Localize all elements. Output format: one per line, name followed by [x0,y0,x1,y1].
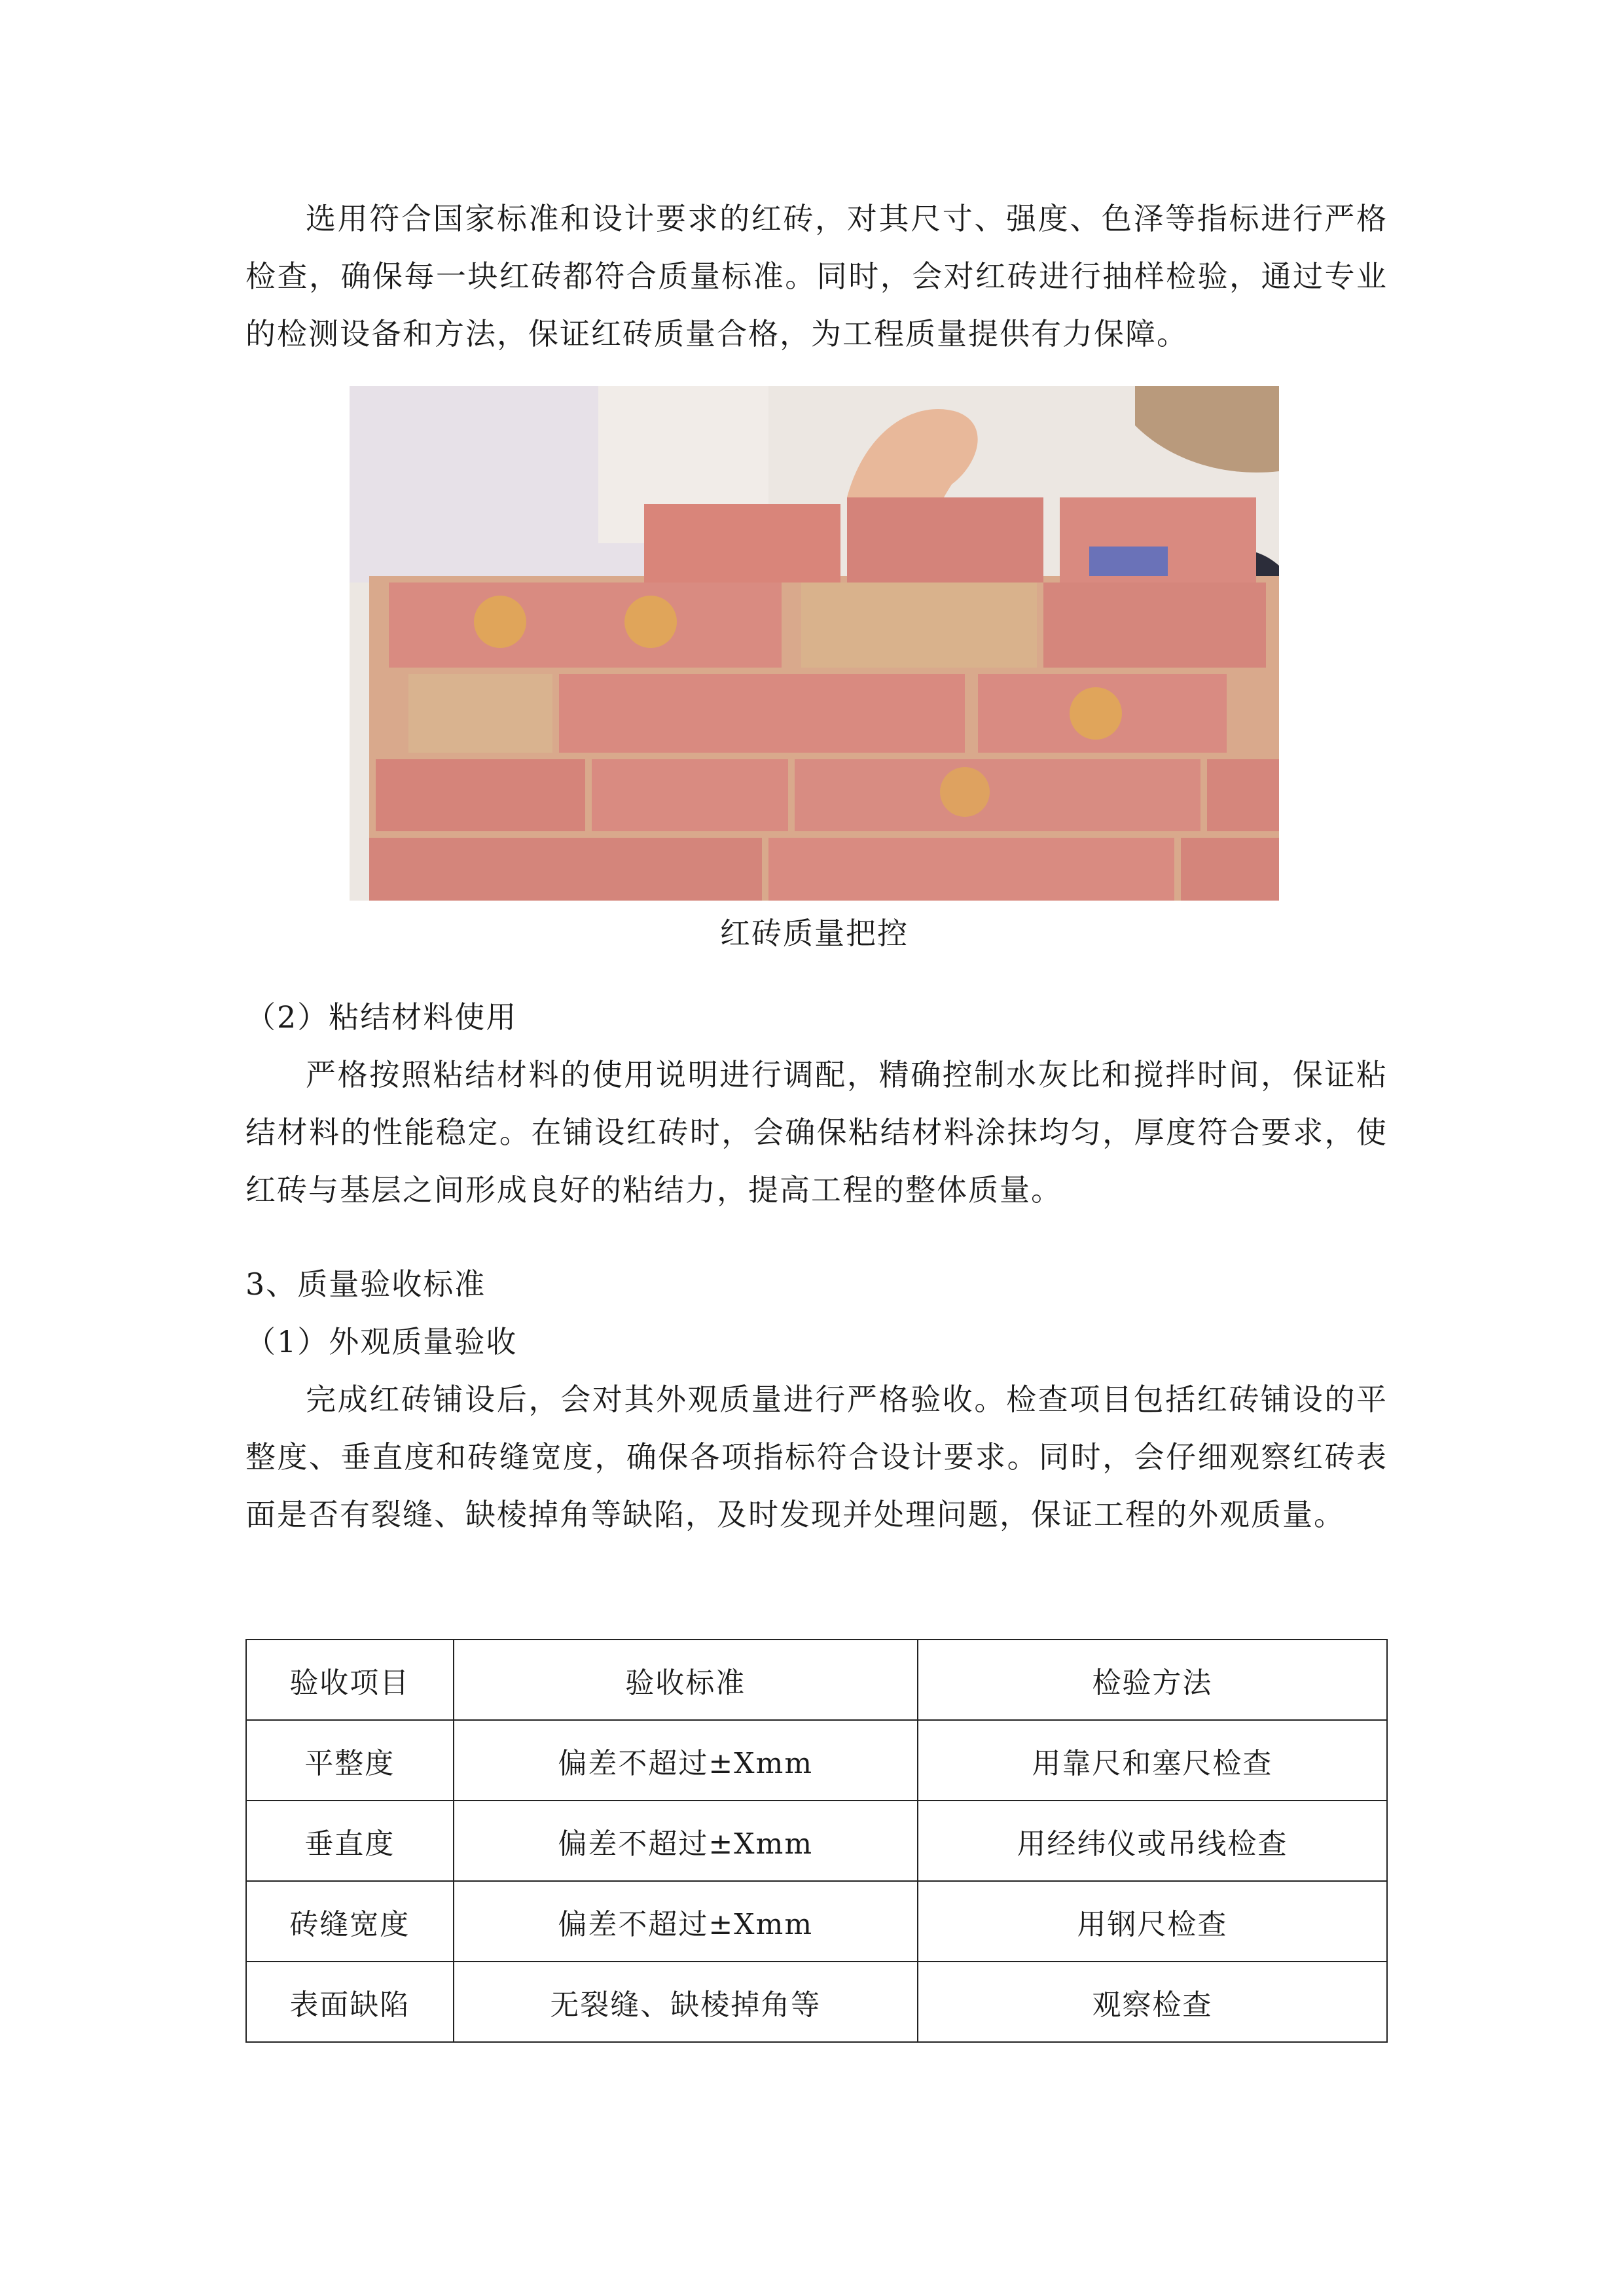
table-row [246,1801,1387,1881]
table-cell: 偏差不超过±Xmm [454,1801,918,1881]
appearance-paragraph: 完成红砖铺设后，会对其外观质量进行严格验收。检查项目包括红砖铺设的平整度、垂直度和砖缝宽度，确保各项指标符合设计要求。同时，会仔细观察红砖表面是否有裂缝、缺棱掉角等缺陷，及时发现并处理问题，保证工程的外观质量。 [245,1382,1388,1532]
table-cell: 表面缺陷 [246,1962,454,2042]
table-cell: 偏差不超过±Xmm [454,1881,918,1962]
table-header-cell: 验收标准 [454,1640,918,1720]
figure-caption: 红砖质量把控 [720,916,909,951]
intro-paragraph: 选用符合国家标准和设计要求的红砖，对其尺寸、强度、色泽等指标进行严格检查，确保每一块红砖都符合质量标准。同时，会对红砖进行抽样检验，通过专业的检测设备和方法，保证红砖质量合格，为工程质量提供有力保障。 [245,201,1388,351]
table-cell: 砖缝宽度 [246,1881,454,1962]
table-header-cell: 验收项目 [246,1640,454,1720]
brick-wall-illustration [350,386,1279,901]
table-header-row [246,1640,1387,1720]
table-cell: 垂直度 [246,1801,454,1881]
table-header-cell: 检验方法 [918,1640,1387,1720]
table-cell: 偏差不超过±Xmm [454,1720,918,1801]
table-row [246,1881,1387,1962]
table-cell: 无裂缝、缺棱掉角等 [454,1962,918,2042]
table-cell: 用靠尺和塞尺检查 [918,1720,1387,1801]
brick-quality-photo [350,386,1279,901]
acceptance-table [245,1639,1388,2043]
table-row [246,1720,1387,1801]
adhesive-heading: （2）粘结材料使用 [245,999,518,1035]
table-cell: 观察检查 [918,1962,1387,2042]
appearance-subheading: （1）外观质量验收 [245,1324,518,1359]
adhesive-paragraph: 严格按照粘结材料的使用说明进行调配，精确控制水灰比和搅拌时间，保证粘结材料的性能稳定。在铺设红砖时，会确保粘结材料涂抹均匀，厚度符合要求，使红砖与基层之间形成良好的粘结力，提高工程的整体质量。 [245,1057,1388,1208]
table-cell: 用钢尺检查 [918,1881,1387,1962]
table-row [246,1962,1387,2042]
table-cell: 平整度 [246,1720,454,1801]
table-cell: 用经纬仪或吊线检查 [918,1801,1387,1881]
acceptance-heading: 3、质量验收标准 [245,1266,486,1302]
